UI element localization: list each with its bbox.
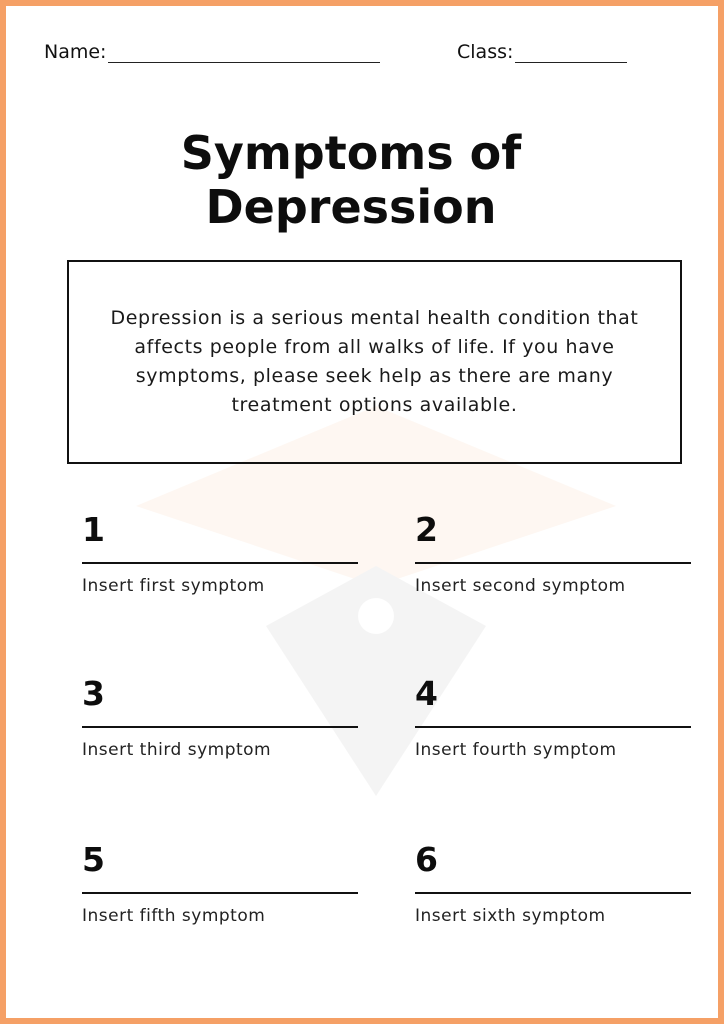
name-blank-line[interactable] <box>108 40 380 63</box>
symptom-label: Insert fifth symptom <box>82 906 266 926</box>
symptom-label: Insert first symptom <box>82 576 265 596</box>
symptom-answer-line[interactable] <box>415 892 691 894</box>
symptom-item-5 <box>82 842 358 926</box>
symptom-answer-line[interactable] <box>82 726 358 728</box>
symptom-label: Insert second symptom <box>415 576 626 596</box>
class-label: Class: <box>457 41 514 63</box>
page-title-line-1: Symptoms of <box>180 126 522 180</box>
symptom-answer-line[interactable] <box>415 726 691 728</box>
symptom-item-1 <box>82 512 358 596</box>
symptom-item-2 <box>415 512 691 596</box>
name-field <box>44 40 380 63</box>
intro-text: Depression is a serious mental health condition that affects people from all walks of life. If you have symptoms, please seek help as there are many treatment options available. <box>110 307 639 416</box>
symptom-number: 5 <box>82 840 105 879</box>
symptom-number: 1 <box>82 510 105 549</box>
symptom-item-3 <box>82 676 358 760</box>
symptom-label: Insert third symptom <box>82 740 272 760</box>
symptom-item-4 <box>415 676 691 760</box>
symptom-answer-line[interactable] <box>82 892 358 894</box>
symptom-number: 2 <box>415 510 438 549</box>
symptom-label: Insert fourth symptom <box>415 740 617 760</box>
symptom-item-6 <box>415 842 691 926</box>
symptom-number: 3 <box>82 674 105 713</box>
symptom-number: 4 <box>415 674 438 713</box>
symptom-number: 6 <box>415 840 438 879</box>
symptom-label: Insert sixth symptom <box>415 906 606 926</box>
page-title-line-2: Depression <box>205 180 497 234</box>
class-blank-line[interactable] <box>515 40 627 63</box>
symptom-answer-line[interactable] <box>82 562 358 564</box>
class-field <box>457 40 627 63</box>
page-title <box>6 126 696 234</box>
name-label: Name: <box>44 41 107 63</box>
intro-box <box>67 260 682 464</box>
symptom-answer-line[interactable] <box>415 562 691 564</box>
